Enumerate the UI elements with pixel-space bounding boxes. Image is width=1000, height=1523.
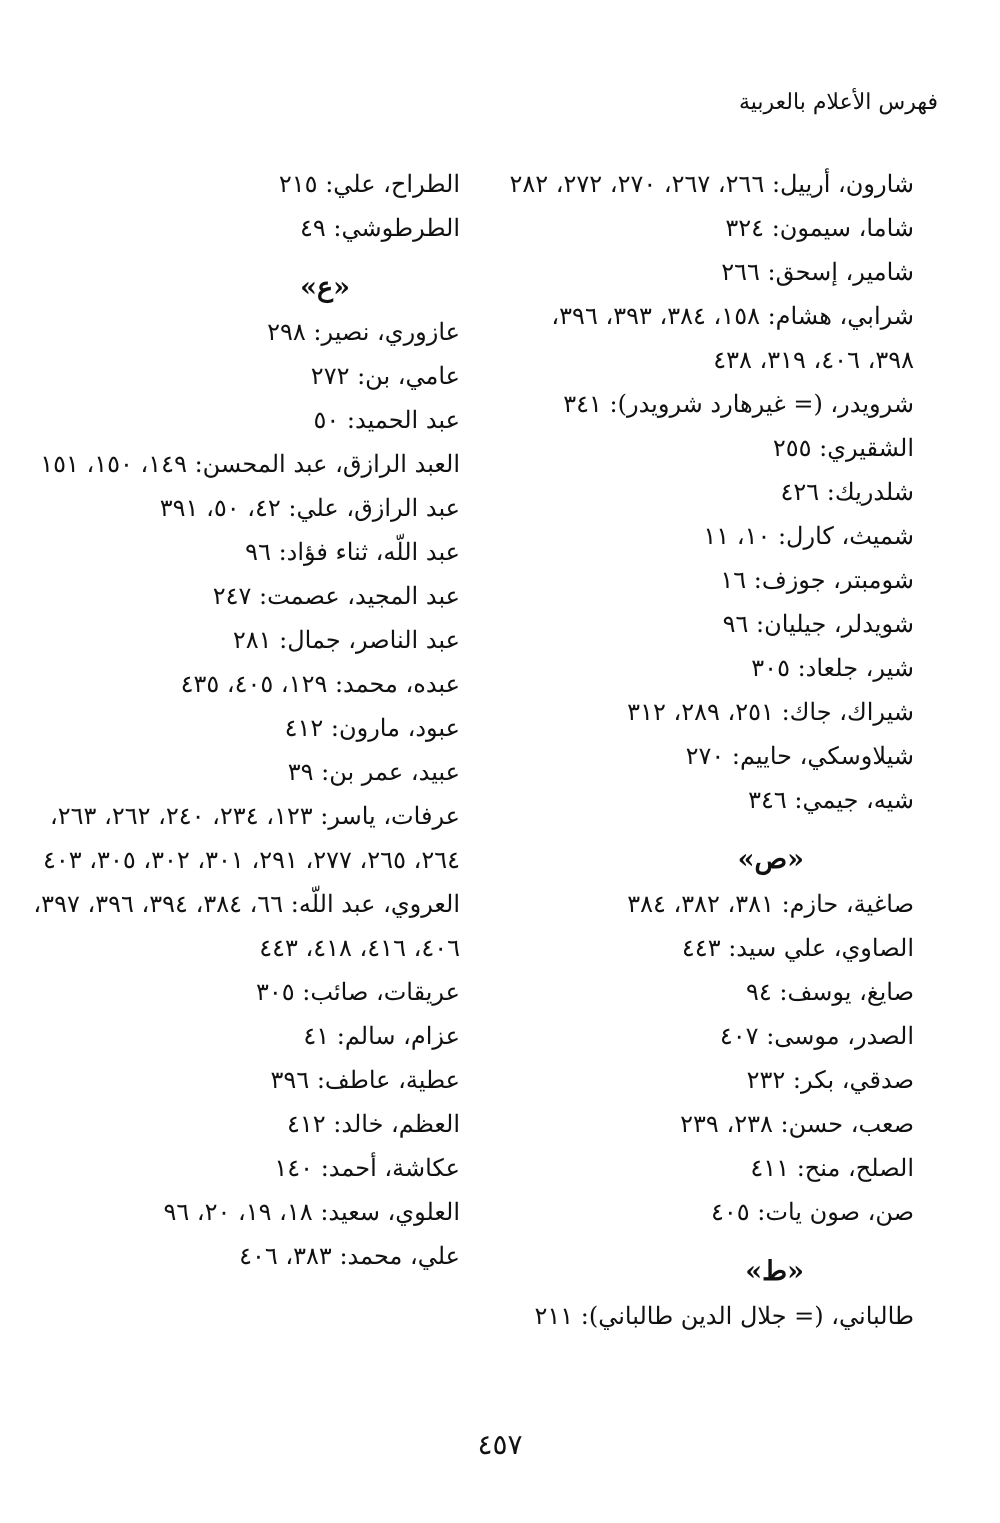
index-entry: العلوي، سعيد: ١٨، ١٩، ٢٠، ٩٦ [163, 1198, 460, 1226]
index-entry: عرفات، ياسر: ١٢٣، ٢٣٤، ٢٤٠، ٢٦٢، ٢٦٣، ٢٦٤، ٢٦٥، ٢٧٧، ٢٩١، ٣٠١، ٣٠٢، ٣٠٥، ٤٠٣ [43, 802, 460, 874]
index-entry: شميث، كارل: ١٠، ١١ [703, 522, 914, 550]
index-entry: الطرطوشي: ٤٩ [299, 214, 460, 242]
index-entry: عطية، عاطف: ٣٩٦ [270, 1066, 460, 1094]
index-entry: الشقيري: ٢٥٥ [772, 434, 914, 462]
index-entry: عبد الحميد: ٥٠ [313, 406, 460, 434]
page-number: ٤٥٧ [477, 1428, 523, 1461]
index-entry: شلدريك: ٤٢٦ [780, 478, 914, 506]
index-entry: شير، جلعاد: ٣٠٥ [751, 654, 914, 682]
index-entry: صن، صون يات: ٤٠٥ [710, 1198, 914, 1226]
index-entry: عبود، مارون: ٤١٢ [284, 714, 460, 742]
index-entry: الطراح، علي: ٢١٥ [278, 170, 460, 198]
index-entry: عبد الرازق، علي: ٤٢، ٥٠، ٣٩١ [159, 494, 460, 522]
index-column-right [504, 162, 914, 1338]
index-entry: صدقي، بكر: ٢٣٢ [746, 1066, 914, 1094]
index-column-left [30, 162, 460, 1278]
running-head: فهرس الأعلام بالعربية [738, 90, 938, 115]
index-entry: شيلاوسكي، حاييم: ٢٧٠ [685, 742, 914, 770]
index-entry: عبيد، عمر بن: ٣٩ [287, 758, 460, 786]
index-entry: العظم، خالد: ٤١٢ [286, 1110, 460, 1138]
index-entry: عزام، سالم: ٤١ [303, 1022, 460, 1050]
index-entry: علي، محمد: ٣٨٣، ٤٠٦ [239, 1242, 460, 1270]
index-entry: شرابي، هشام: ١٥٨، ٣٨٤، ٣٩٣، ٣٩٦، ٣٩٨، ٤٠٦، ٣١٩، ٤٣٨ [551, 302, 914, 374]
index-entry: شارون، أرييل: ٢٦٦، ٢٦٧، ٢٧٠، ٢٧٢، ٢٨٢ [509, 170, 914, 198]
index-entry: الصلح، منح: ٤١١ [750, 1154, 914, 1182]
index-entry: شومبتر، جوزف: ١٦ [720, 566, 914, 594]
index-entry: عبد الناصر، جمال: ٢٨١ [232, 626, 460, 654]
index-entry: صاغية، حازم: ٣٨١، ٣٨٢، ٣٨٤ [627, 890, 914, 918]
letter-heading: «ع» [300, 272, 350, 303]
index-entry: الصاوي، علي سيد: ٤٤٣ [681, 934, 914, 962]
index-entry: طالباني، (= جلال الدين طالباني): ٢١١ [534, 1302, 914, 1330]
index-entry: صايغ، يوسف: ٩٤ [745, 978, 914, 1006]
index-entry: عبد المجيد، عصمت: ٢٤٧ [212, 582, 460, 610]
letter-heading: «ص» [737, 844, 804, 875]
index-entry: عكاشة، أحمد: ١٤٠ [274, 1154, 460, 1182]
index-entry: الصدر، موسى: ٤٠٧ [719, 1022, 914, 1050]
index-entry: عريقات، صائب: ٣٠٥ [256, 978, 460, 1006]
index-entry: شامير، إسحق: ٢٦٦ [721, 258, 914, 286]
index-entry: شيه، جيمي: ٣٤٦ [748, 786, 914, 814]
index-entry: عبد اللّه، ثناء فؤاد: ٩٦ [245, 538, 460, 566]
index-entry: شيراك، جاك: ٢٥١، ٢٨٩، ٣١٢ [627, 698, 914, 726]
index-entry: عامي، بن: ٢٧٢ [310, 362, 460, 390]
index-entry: العروي، عبد اللّه: ٦٦، ٣٨٤، ٣٩٤، ٣٩٦، ٣٩٧، ٤٠٦، ٤١٦، ٤١٨، ٤٤٣ [33, 890, 460, 962]
index-entry: شرويدر، (= غيرهارد شرويدر): ٣٤١ [563, 390, 914, 418]
letter-heading: «ط» [745, 1256, 804, 1287]
index-entry: عازوري، نصير: ٢٩٨ [267, 318, 460, 346]
index-entry: شويدلر، جيليان: ٩٦ [722, 610, 914, 638]
index-entry: عبده، محمد: ١٢٩، ٤٠٥، ٤٣٥ [180, 670, 460, 698]
index-entry: شاما، سيمون: ٣٢٤ [725, 214, 914, 242]
index-entry: العبد الرازق، عبد المحسن: ١٤٩، ١٥٠، ١٥١ [40, 450, 460, 478]
index-entry: صعب، حسن: ٢٣٨، ٢٣٩ [680, 1110, 914, 1138]
